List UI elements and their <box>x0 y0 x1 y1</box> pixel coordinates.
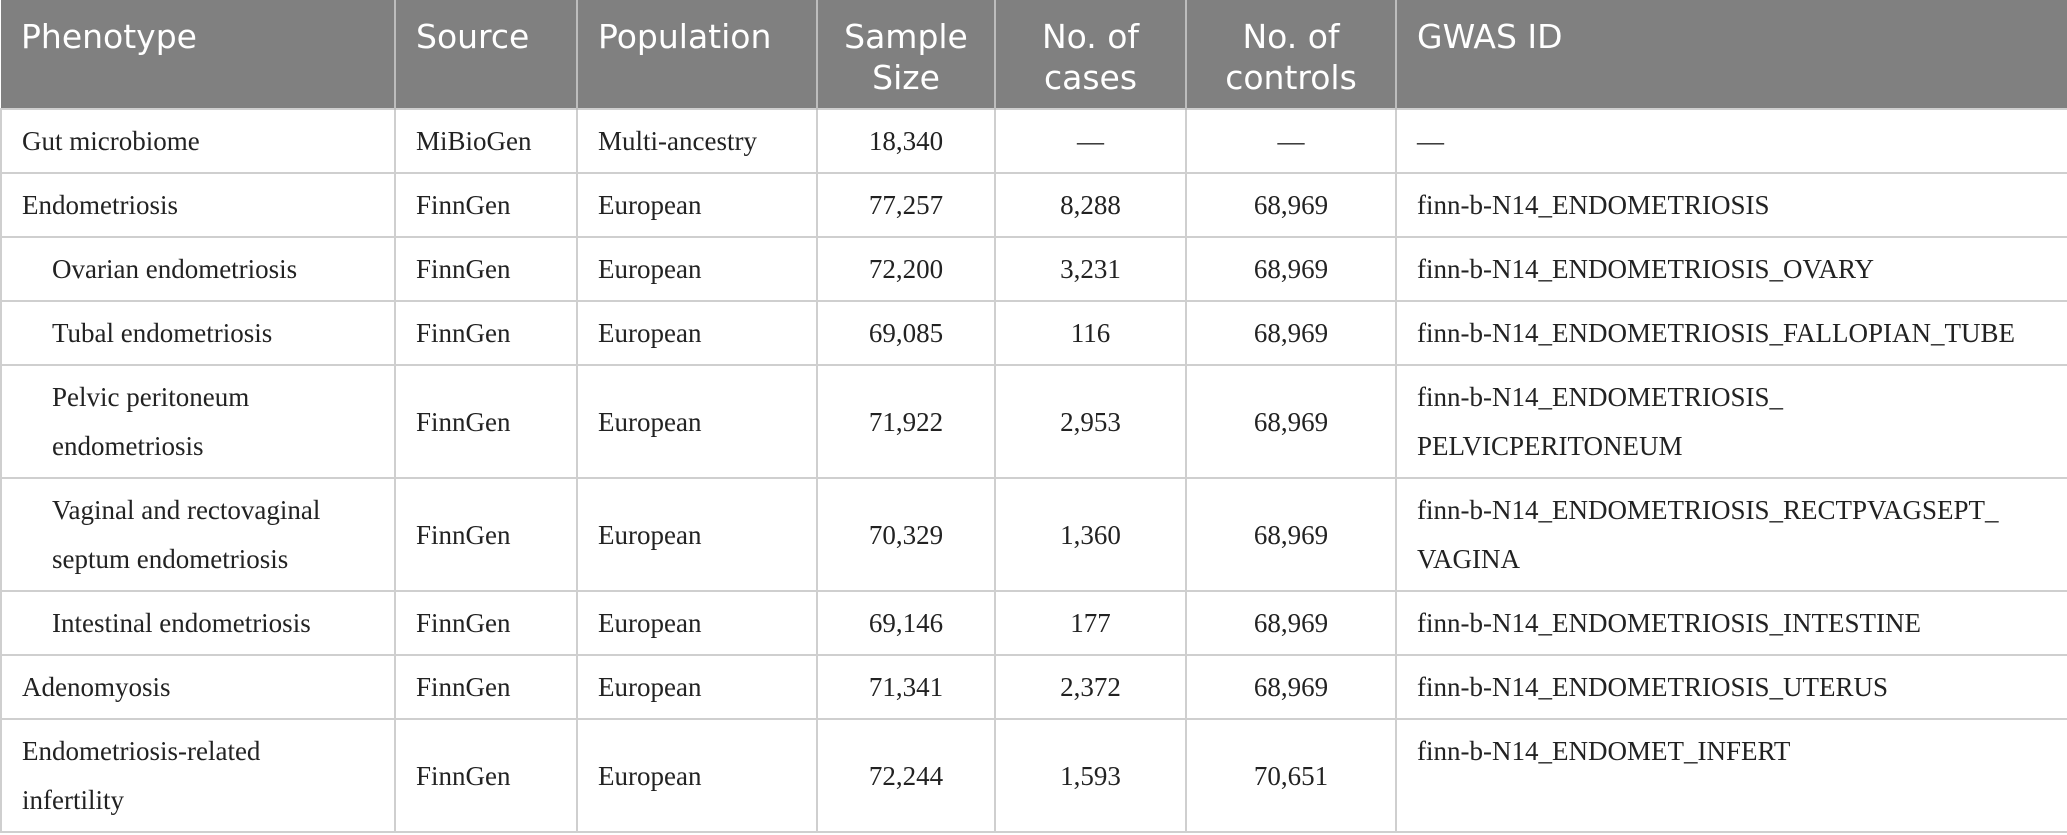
cell-controls: 68,969 <box>1186 655 1396 719</box>
table-row <box>1 719 2067 832</box>
cell-source: MiBioGen <box>395 109 577 173</box>
cell-phenotype: Endometriosis <box>1 173 395 237</box>
cell-phenotype: Tubal endometriosis <box>1 301 395 365</box>
cell-controls: 68,969 <box>1186 478 1396 591</box>
cell-line: Pelvic peritoneum <box>52 382 250 412</box>
cell-source: FinnGen <box>395 365 577 478</box>
cell-phenotype <box>1 719 395 832</box>
cell-cases: 3,231 <box>995 237 1186 301</box>
cell-phenotype: Ovarian endometriosis <box>1 237 395 301</box>
cell-line: finn-b-N14_ENDOMETRIOSIS_ <box>1417 382 1783 412</box>
cell-phenotype <box>1 365 395 478</box>
header-sample-size <box>817 0 995 109</box>
cell-sample-size: 69,146 <box>817 591 995 655</box>
cell-line: Vaginal and rectovaginal <box>52 495 321 525</box>
cell-cases: 1,360 <box>995 478 1186 591</box>
cell-source: FinnGen <box>395 173 577 237</box>
cell-gwas-id <box>1396 365 2067 478</box>
table-row <box>1 109 2067 173</box>
cell-sample-size: 71,341 <box>817 655 995 719</box>
cell-gwas-id: finn-b-N14_ENDOMETRIOSIS_INTESTINE <box>1396 591 2067 655</box>
table-row <box>1 591 2067 655</box>
cell-cases: 2,953 <box>995 365 1186 478</box>
header-line: Size <box>872 58 940 97</box>
table-row <box>1 478 2067 591</box>
cell-controls: 70,651 <box>1186 719 1396 832</box>
header-line: cases <box>1043 58 1138 97</box>
cell-line: PELVICPERITONEUM <box>1417 431 1683 461</box>
cell-source: FinnGen <box>395 237 577 301</box>
cell-source: FinnGen <box>395 655 577 719</box>
cell-phenotype: Adenomyosis <box>1 655 395 719</box>
cell-population: European <box>577 719 817 832</box>
cell-phenotype: Intestinal endometriosis <box>1 591 395 655</box>
cell-line: VAGINA <box>1417 544 1521 574</box>
cell-sample-size: 70,329 <box>817 478 995 591</box>
cell-gwas-id <box>1396 478 2067 591</box>
cell-cases: 2,372 <box>995 655 1186 719</box>
cell-controls: 68,969 <box>1186 301 1396 365</box>
cell-controls: 68,969 <box>1186 173 1396 237</box>
header-source: Source <box>395 0 577 109</box>
cell-gwas-id: finn-b-N14_ENDOMETRIOSIS_UTERUS <box>1396 655 2067 719</box>
cell-line: infertility <box>22 785 124 815</box>
cell-line: Endometriosis-related <box>22 736 261 766</box>
cell-population: European <box>577 301 817 365</box>
cell-cases: — <box>995 109 1186 173</box>
cell-source: FinnGen <box>395 591 577 655</box>
cell-phenotype <box>1 478 395 591</box>
header-cases <box>995 0 1186 109</box>
cell-phenotype: Gut microbiome <box>1 109 395 173</box>
header-gwas-id: GWAS ID <box>1396 0 2067 109</box>
cell-gwas-id: finn-b-N14_ENDOMET_INFERT <box>1396 719 2067 832</box>
cell-population: European <box>577 478 817 591</box>
cell-controls: 68,969 <box>1186 591 1396 655</box>
cell-sample-size: 77,257 <box>817 173 995 237</box>
cell-gwas-id: finn-b-N14_ENDOMETRIOSIS_FALLOPIAN_TUBE <box>1396 301 2067 365</box>
cell-sample-size: 69,085 <box>817 301 995 365</box>
header-line: Sample <box>844 17 968 56</box>
cell-sample-size: 18,340 <box>817 109 995 173</box>
header-controls <box>1186 0 1396 109</box>
cell-sample-size: 71,922 <box>817 365 995 478</box>
header-line: No. of <box>1242 17 1340 56</box>
table-header-row <box>1 0 2067 109</box>
cell-controls: 68,969 <box>1186 237 1396 301</box>
table-row <box>1 301 2067 365</box>
cell-source: FinnGen <box>395 301 577 365</box>
table-row <box>1 365 2067 478</box>
header-line: controls <box>1225 58 1357 97</box>
cell-sample-size: 72,200 <box>817 237 995 301</box>
cell-sample-size: 72,244 <box>817 719 995 832</box>
cell-gwas-id: finn-b-N14_ENDOMETRIOSIS <box>1396 173 2067 237</box>
cell-cases: 8,288 <box>995 173 1186 237</box>
header-population: Population <box>577 0 817 109</box>
table-row <box>1 237 2067 301</box>
cell-population: European <box>577 655 817 719</box>
cell-line: septum endometriosis <box>52 544 289 574</box>
table-row <box>1 655 2067 719</box>
cell-line: endometriosis <box>52 431 204 461</box>
cell-population: European <box>577 365 817 478</box>
cell-population: European <box>577 173 817 237</box>
cell-controls: 68,969 <box>1186 365 1396 478</box>
table-row <box>1 173 2067 237</box>
cell-source: FinnGen <box>395 478 577 591</box>
cell-population: European <box>577 237 817 301</box>
cell-population: European <box>577 591 817 655</box>
cell-gwas-id: finn-b-N14_ENDOMETRIOSIS_OVARY <box>1396 237 2067 301</box>
cell-controls: — <box>1186 109 1396 173</box>
header-phenotype: Phenotype <box>1 0 395 109</box>
cell-population: Multi-ancestry <box>577 109 817 173</box>
cell-cases: 116 <box>995 301 1186 365</box>
cell-cases: 177 <box>995 591 1186 655</box>
cell-cases: 1,593 <box>995 719 1186 832</box>
header-line: No. of <box>1041 17 1140 56</box>
cell-line: finn-b-N14_ENDOMETRIOSIS_RECTPVAGSEPT_ <box>1417 495 1999 525</box>
cell-gwas-id: — <box>1396 109 2067 173</box>
cell-source: FinnGen <box>395 719 577 832</box>
